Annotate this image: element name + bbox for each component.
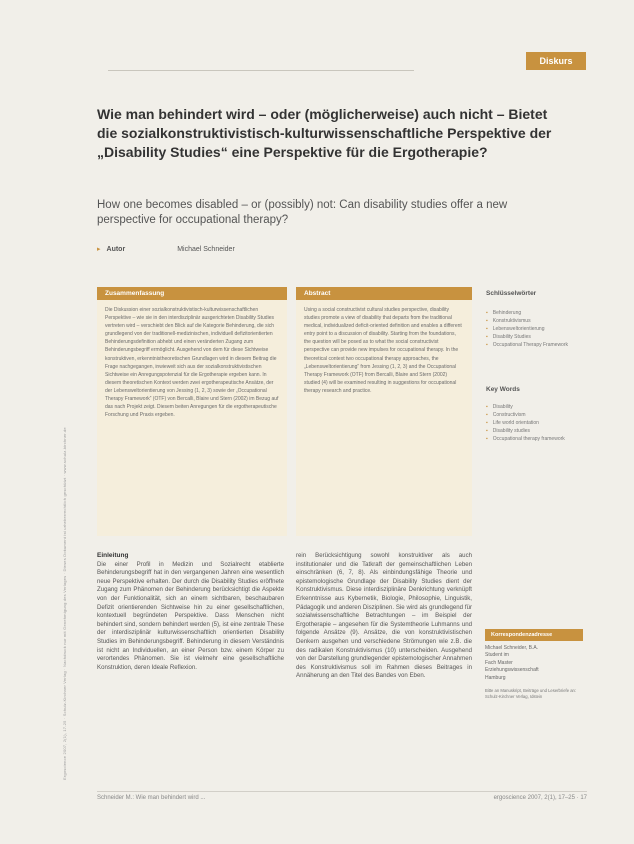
bullet-icon: ▪ xyxy=(486,318,488,324)
bullet-icon: ▪ xyxy=(486,436,488,442)
article-title: Wie man behindert wird – oder (möglicherweise) auch nicht – Bietet die sozialkonstruktivistisch-kulturwissenschaftliche Perspektive der „Disability Studies“ eine Perspektive für die Ergotherapie? xyxy=(97,106,552,160)
footer-right: ergoscience 2007, 2(1), 17–25 · 17 xyxy=(493,795,587,801)
bullet-icon: ▪ xyxy=(486,412,488,418)
keywords-en-heading: Key Words xyxy=(486,386,520,393)
abstract-section xyxy=(296,287,472,536)
bullet-icon: ▪ xyxy=(486,334,488,340)
list-item: ▪ Occupational therapy framework xyxy=(486,436,565,442)
correspondence-line: Hamburg xyxy=(485,674,506,681)
zusammenfassung-section xyxy=(97,287,287,536)
zusammenfassung-heading: Zusammenfassung xyxy=(97,287,287,300)
correspondence-line: Student im xyxy=(485,652,509,659)
section-tab: Diskurs xyxy=(526,52,586,70)
correspondence-line: Fach Master xyxy=(485,659,513,666)
side-running-text: Ergoscience 2007, 2(1), 17-25 · Schulz-Kirchner Verlag · Nachdruck nur mit Genehmigung des Verlages · Dieses Dokument ist urheberrechtlich geschützt · www.schulz-kirchner.de xyxy=(62,427,67,780)
list-item: ▪ Lebensweltorientierung xyxy=(486,326,545,332)
section-heading: Einleitung xyxy=(97,552,129,559)
footer-left: Schneider M.: Wie man behindert wird ... xyxy=(97,795,206,801)
top-rule xyxy=(108,70,414,71)
bullet-icon: ▪ xyxy=(486,404,488,410)
keywords-de xyxy=(486,290,586,349)
keywords-de-heading: Schlüsselwörter xyxy=(486,290,537,297)
author-row xyxy=(97,245,235,253)
correspondence-note: Bitte an Manuskript, Beiträge und Leserbriefe an: Schulz-Kirchner Verlag, Idstein xyxy=(485,688,577,700)
list-item: ▪ Konstruktivismus xyxy=(486,318,531,324)
body-right-text: rein Berücksichtigung sowohl konstruktiver als auch institutionaler und die Tatkraft der gemeinschaftlichen Leben einschränken (6, 7, 8). Als einbindungsfähige Theorie und epistemologische Grundlage der Disability Studies dient der Konstruktivismus. Diese interdisziplinäre Denkrichtung verknüpft Erkenntnisse aus Kybernetik, Biologie, Philosophie, Linguistik, Pädagogik und anderen Disziplinen. Sie wird als grundlegend für sozialwissenschaftliche Betrachtungen – im Beispiel der Ergotherapie – angesehen für die Systemtheorie Luhmanns und folgende Ansätze (9). Ansätze, die von konstruktivistischen Denkern ausgehen und verschiedene Strömungen wie z.B. die des radikalen Konstruktivismus (10) unterscheiden. Ausgehend von der Darstellung grundlegender epistemologischer Annahmen des Konstruktivismus soll im Rahmen dieses Beitrages in Annäherung an den Titel des Bandes von Eben. xyxy=(296,552,472,680)
abstract-text: Using a social constructivist cultural studies perspective, disability studies promote a view of disability that departs from the traditional medical, individualized deficit-oriented definition and enables a different entry point to a discussion of disability. Starting from the foundations, the question will be posed as to what the social constructivist perspective can provide new impulses for occupational therapy. In the theoretical context two occupational therapy approaches, the „Lebensweltorientierung“ from Jessing (1, 2, 3) and the Occupational Therapy Framework (OTF) from Bercalli, Blaire and Stern (2002) studied (4) will be examined resulting in suggestions for occupational therapy research and practice. xyxy=(296,300,472,536)
keywords-de-list xyxy=(486,309,586,349)
page-footer xyxy=(97,791,587,801)
correspondence-heading: Korrespondenzadresse xyxy=(485,629,583,641)
correspondence-box xyxy=(485,645,583,700)
keywords-en xyxy=(486,386,586,443)
article-subtitle: How one becomes disabled – or (possibly) not: Can disability studies offer a new perspective for occupational therapy? xyxy=(97,199,508,226)
list-item: ▪ Disability studies xyxy=(486,428,531,434)
list-item: ▪ Disability xyxy=(486,404,513,410)
author-label: Autor xyxy=(106,246,126,253)
body-right-column xyxy=(296,552,472,784)
author-name: Michael Schneider xyxy=(177,245,235,253)
bullet-icon: ▪ xyxy=(486,342,488,348)
zusammenfassung-text: Die Diskussion einer sozialkonstruktivistisch-kulturwissenschaftlichen Perspektive – wie sie in den interdisziplinär ausgerichteten Disability Studies vertreten wird – verschiebt den Blick auf die Kategorie Behinderung, die sich grundlegend von der traditionell-medizinischen, individuell defizitorientierten Behinderungsdefinition abhebt und einen veränderten Zugang zum Behinderungsbegriff ermöglicht. Ausgehend von dem für diese Sichtweise konstruktiven, erkenntnistheoretischen Grundlagen wird in diesem Beitrag die Frage nachgegangen, inwieweit sich aus der sozialkonstruktivistischen Sichtweise ein Anregungspotenzial für die Ergotherapie ergeben kann. In diesem theoretischen Kontext werden zwei ergotherapeutische Ansätze, der der Lebensweltorientierung von Jessing (1, 2, 3) sowie der „Occupational Therapy Framework“ (OTF) von Bercalli, Blaire und Stern (2002) im Bezug auf das nach Projekt zeigt. Diesem beiten Anregungen für die ergotherapeutische Forschung und Praxis ergeben. xyxy=(97,300,287,536)
correspondence-line: Michael Schneider, B.A. xyxy=(485,645,539,651)
body-left-text: Die einer Profil in Medizin und Sozialrecht etablierte Behinderungsbegriff hat in den vergangenen Jahren eine wesentlich neue Perspektive erhalten. Der durch die Disability Studies eröffnete Zugang zum Phänomen der Behinderung berücksichtigt die Aspekte von der Funktionalität, sich an einem sichtbaren, beschaubaren Defizit orientierenden Sichtweise hin zu einer gesellschaftlichen, kontextuell begründeten Perspektive. Dass Menschen nicht behindert sind, sondern behindert werden (5), ist eine zentrale These der interdisziplinär kulturwissenschaftlich orientierten Disability Studies im Behinderungsbegriff. Behinderung in diesem Verständnis ist nicht an Individuellen, an einer Person bzw. einem Körper zu verortendes Phänomen. Sie ist vielmehr eine gesellschaftliche Konstruktion, deren Ideale Reflexion. xyxy=(97,560,284,671)
list-item: ▪ Occupational Therapy Framework xyxy=(486,342,568,348)
author-label-wrap xyxy=(97,245,125,253)
list-item: ▪ Constructivism xyxy=(486,412,526,418)
list-item: ▪ Disability Studies xyxy=(486,334,531,340)
correspondence-line: Erziehungswissenschaft xyxy=(485,667,539,674)
bullet-icon: ▸ xyxy=(97,246,101,253)
body-left-column xyxy=(97,552,284,784)
list-item: ▪ Life world orientation xyxy=(486,420,539,426)
bullet-icon: ▪ xyxy=(486,310,488,316)
bullet-icon: ▪ xyxy=(486,326,488,332)
bullet-icon: ▪ xyxy=(486,428,488,434)
keywords-en-list xyxy=(486,403,586,443)
bullet-icon: ▪ xyxy=(486,420,488,426)
abstract-heading: Abstract xyxy=(296,287,472,300)
list-item: ▪ Behinderung xyxy=(486,310,522,316)
